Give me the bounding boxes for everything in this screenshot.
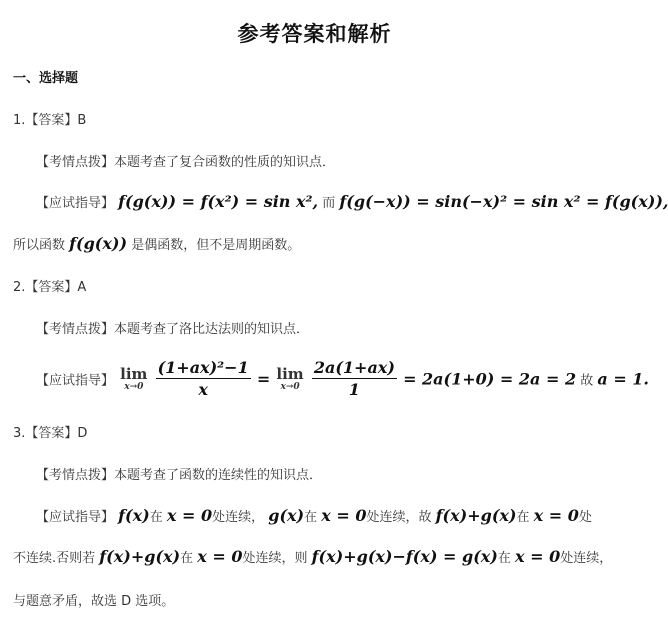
q3-l2-t1: 不连续.否则若 xyxy=(13,551,96,566)
q3-l1-x0a: x = 0 xyxy=(166,506,213,525)
q3-l1-t3: 在 xyxy=(304,510,318,525)
q2-lim-sub-2: x→0 xyxy=(280,382,300,392)
q1-conc-prefix: 所以函数 xyxy=(13,238,66,253)
q2-frac2-num: 2a(1+ax) xyxy=(313,358,395,377)
q2-limit-1 xyxy=(120,366,147,392)
section-heading: 一、选择题 xyxy=(13,71,79,86)
q3-l2-fg: f(x)+g(x) xyxy=(99,547,181,566)
q2-guide xyxy=(36,359,649,399)
q3-point xyxy=(36,464,322,483)
q1-point-text: 本题考查了复合函数的性质的知识点． xyxy=(114,155,336,170)
q2-answer: 2.【答案】A xyxy=(13,280,87,295)
q1-guide-label: 【应试指导】 xyxy=(36,196,115,211)
q1-point xyxy=(36,151,335,170)
q3-l2-expr: f(x)+g(x)−f(x) = g(x) xyxy=(311,547,498,566)
q2-lim-word-2: lim xyxy=(276,365,304,383)
q3-point-label: 【考情点拨】 xyxy=(36,468,115,483)
q3-l2-t3: 处连续，则 xyxy=(242,551,308,566)
q3-l1-fg: f(x)+g(x) xyxy=(435,506,517,525)
q3-l1-x0c: x = 0 xyxy=(533,506,579,525)
q2-fraction-2 xyxy=(312,359,397,399)
q2-result: a = 1. xyxy=(597,369,649,389)
q2-tail: = 2a(1+0) = 2a = 2 xyxy=(403,369,577,389)
q2-frac2-den: 1 xyxy=(348,380,360,399)
q3-l1-t4: 处连续，故 xyxy=(366,510,432,525)
q3-point-text: 本题考查了函数的连续性的知识点． xyxy=(114,468,323,483)
q2-limit-2 xyxy=(276,366,303,392)
q1-point-label: 【考情点拨】 xyxy=(36,155,115,170)
q2-frac1-num: (1+ax)²−1 xyxy=(157,358,249,377)
q2-guide-label: 【应试指导】 xyxy=(36,373,115,389)
q3-l1-f: f(x) xyxy=(118,506,150,525)
q1-formula-b: f(g(−x)) = sin(−x)² = sin x² = f(g(x)), xyxy=(339,192,668,211)
q1-conc-formula: f(g(x)) xyxy=(69,234,128,253)
q2-point-label: 【考情点拨】 xyxy=(36,322,115,337)
q2-frac1-den: x xyxy=(198,380,208,399)
q3-l1-x0b: x = 0 xyxy=(321,506,367,525)
q3-l2-t5: 处连续， xyxy=(560,551,613,566)
q3-guide-label: 【应试指导】 xyxy=(36,510,115,525)
q3-l2-t4: 在 xyxy=(497,551,511,566)
q3-l1-g: g(x) xyxy=(268,506,305,525)
q3-l1-t5: 在 xyxy=(516,510,530,525)
q1-answer: 1.【答案】B xyxy=(13,113,87,128)
q2-equals: = xyxy=(256,369,271,389)
q1-formula-a: f(g(x)) = f(x²) = sin x², xyxy=(118,192,319,211)
q3-guide-line-1 xyxy=(36,506,592,525)
q3-l2-x0b: x = 0 xyxy=(515,547,561,566)
q3-l1-t6: 处 xyxy=(578,510,592,525)
q3-l1-t1: 在 xyxy=(149,510,163,525)
page-title: 参考答案和解析 xyxy=(237,22,392,46)
q3-guide-line-2 xyxy=(13,547,612,566)
q2-point-text: 本题考查了洛比达法则的知识点． xyxy=(114,322,310,337)
q1-guide xyxy=(36,192,668,211)
q3-l1-t2: 处连续， xyxy=(212,510,265,525)
q2-lim-word-1: lim xyxy=(120,365,148,383)
q3-l2-x0a: x = 0 xyxy=(197,547,243,566)
q3-answer: 3.【答案】D xyxy=(13,426,88,441)
q2-lim-sub-1: x→0 xyxy=(124,382,144,392)
q2-point xyxy=(36,318,309,337)
q3-l2-t2: 在 xyxy=(180,551,194,566)
q2-fraction-1 xyxy=(156,359,251,399)
q3-conclusion: 与题意矛盾，故选 D 选项。 xyxy=(13,594,175,609)
q1-conclusion xyxy=(13,234,300,253)
q1-conc-suffix: 是偶函数，但不是周期函数。 xyxy=(131,238,301,253)
q2-therefore: 故 xyxy=(580,373,594,389)
q1-connector: 而 xyxy=(322,196,336,211)
